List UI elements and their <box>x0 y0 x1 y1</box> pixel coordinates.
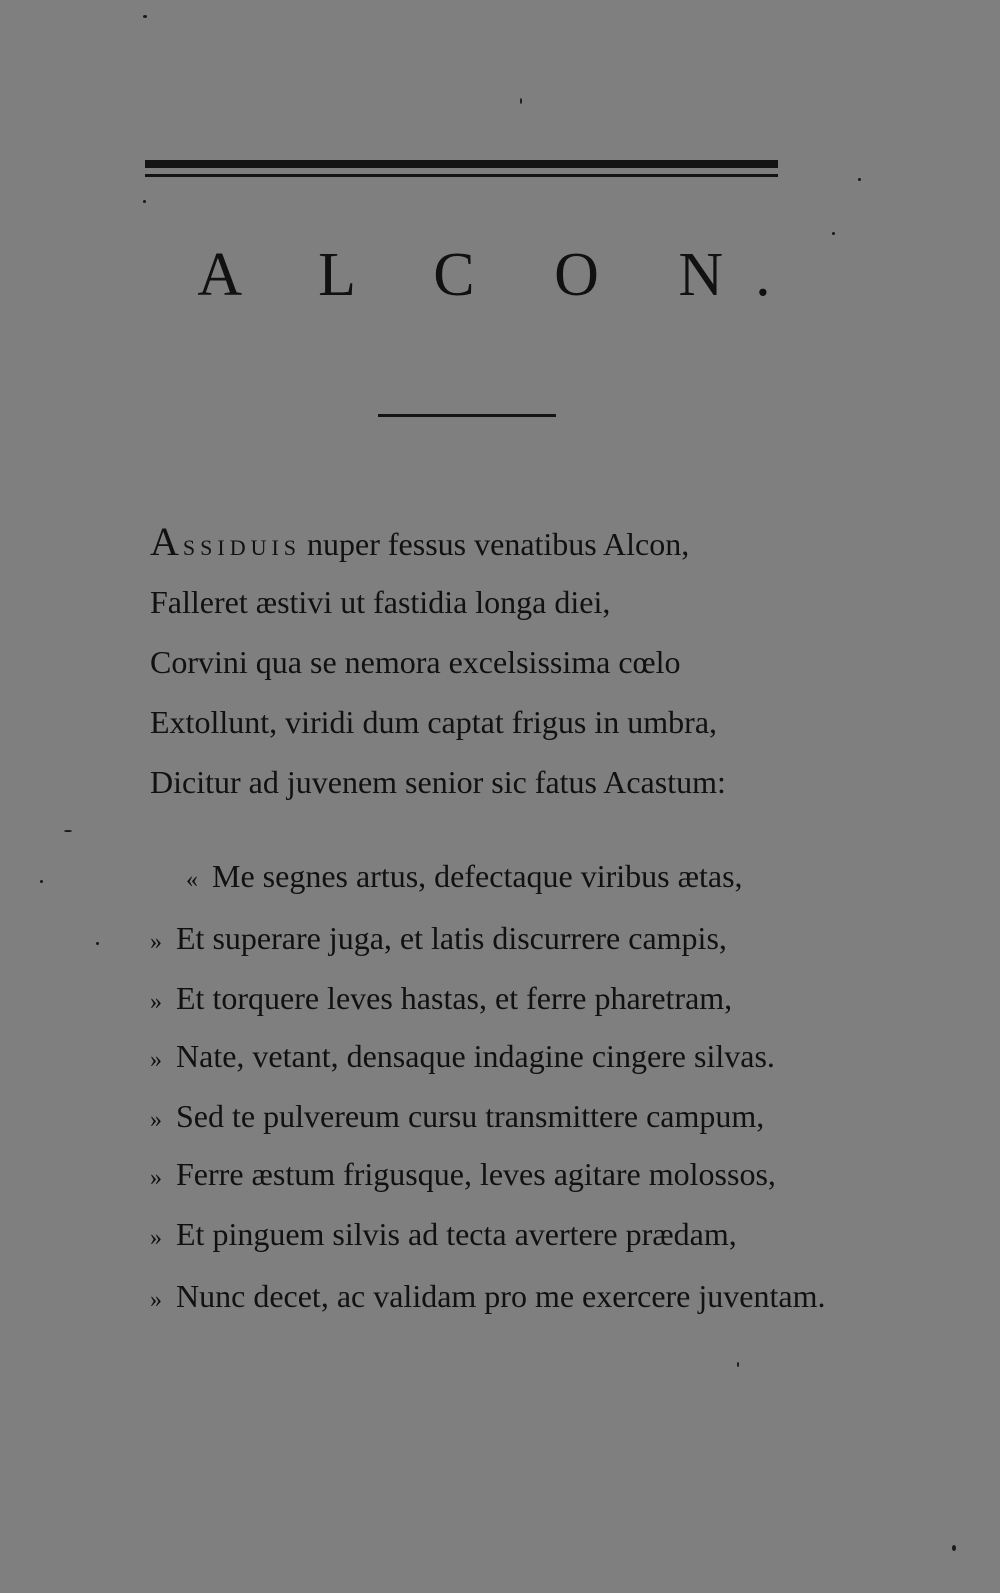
verse-line <box>150 922 727 954</box>
verse-text: Et pinguem silvis ad tecta avertere prædam, <box>176 1216 737 1252</box>
print-speck <box>96 942 99 945</box>
quote-mark: « <box>186 867 198 893</box>
print-speck <box>520 98 522 104</box>
quote-mark: » <box>150 1165 162 1191</box>
quote-mark: » <box>150 1287 162 1313</box>
verse-line <box>150 1218 737 1250</box>
verse-line <box>150 1158 776 1190</box>
verse-text: Nate, vetant, densaque indagine cingere silvas. <box>176 1038 775 1074</box>
verse-line: Extollunt, viridi dum captat frigus in umbra, <box>150 704 718 740</box>
print-speck <box>737 1362 739 1367</box>
verse-line <box>150 982 732 1014</box>
print-speck <box>858 178 861 181</box>
verse-line <box>150 1100 764 1132</box>
verse-line: Falleret æstivi ut fastidia longa diei, <box>150 584 611 620</box>
verse-text: Ferre æstum frigusque, leves agitare molossos, <box>176 1156 776 1192</box>
print-speck <box>143 200 146 203</box>
quote-mark: » <box>150 929 162 955</box>
verse-text: Et superare juga, et latis discurrere campis, <box>176 920 727 956</box>
verse-line <box>150 519 690 564</box>
verse-line: Corvini qua se nemora excelsissima cœlo <box>150 644 681 680</box>
title-underline-rule <box>378 414 556 417</box>
verse-line <box>186 860 743 892</box>
poem-title: A L C O N. <box>197 241 803 309</box>
header-rule-thin <box>145 174 778 177</box>
print-speck <box>143 15 147 18</box>
smallcaps-word: SSIDUIS <box>182 535 302 560</box>
print-speck <box>952 1545 956 1551</box>
verse-line <box>150 1280 825 1312</box>
quote-mark: » <box>150 1107 162 1133</box>
verse-text: Nunc decet, ac validam pro me exercere juventam. <box>176 1278 826 1314</box>
header-rule-thick <box>145 160 778 168</box>
verse-text: Me segnes artus, defectaque viribus ætas, <box>212 858 743 894</box>
print-speck <box>832 232 835 235</box>
print-speck <box>64 830 72 832</box>
verse-text: nuper fessus venatibus Alcon, <box>307 526 690 562</box>
quote-mark: » <box>150 1225 162 1251</box>
quote-mark: » <box>150 989 162 1015</box>
verse-text: Et torquere leves hastas, et ferre pharetram, <box>176 980 733 1016</box>
quote-mark: » <box>150 1047 162 1073</box>
print-speck <box>40 880 43 883</box>
initial-capital: A <box>150 519 179 564</box>
verse-line <box>150 1040 775 1072</box>
verse-line: Dicitur ad juvenem senior sic fatus Acastum: <box>150 764 726 800</box>
verse-text: Sed te pulvereum cursu transmittere campum, <box>176 1098 765 1134</box>
